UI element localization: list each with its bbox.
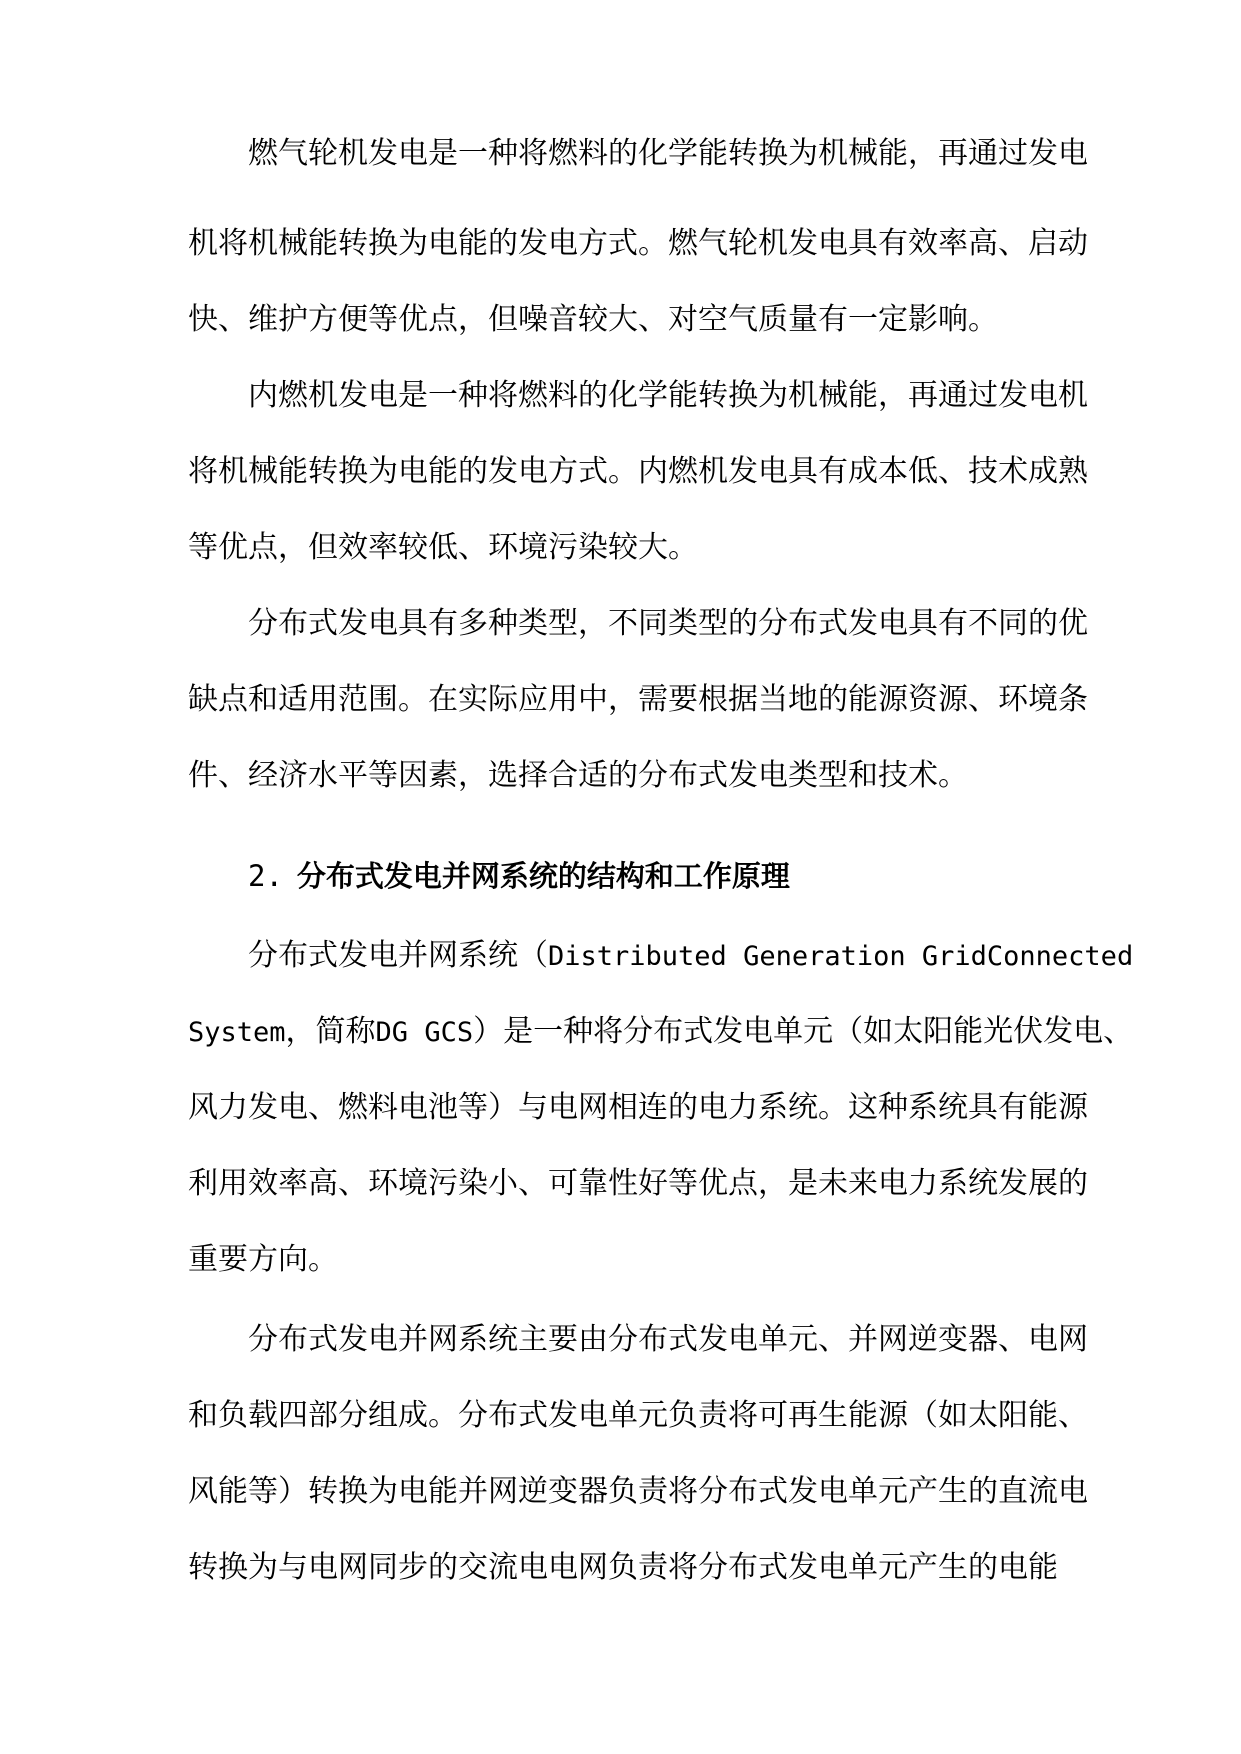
paragraph-4-line-1 (248, 932, 1133, 980)
paragraph-2-line-1: 内燃机发电是一种将燃料的化学能转换为机械能，再通过发电机 (248, 378, 1088, 413)
paragraph-5-line-1: 分布式发电并网系统主要由分布式发电单元、并网逆变器、电网 (248, 1322, 1088, 1357)
section-number: 2. (248, 859, 283, 893)
paragraph-4-line-3: 风力发电、燃料电池等）与电网相连的电力系统。这种系统具有能源 (188, 1090, 1088, 1125)
paragraph-5-line-3: 风能等）转换为电能并网逆变器负责将分布式发电单元产生的直流电 (188, 1474, 1088, 1509)
paragraph-5-line-4: 转换为与电网同步的交流电电网负责将分布式发电单元产生的电能 (188, 1550, 1058, 1585)
paragraph-1-line-2: 机将机械能转换为电能的发电方式。燃气轮机发电具有效率高、启动 (188, 226, 1088, 261)
paragraph-3-line-2: 缺点和适用范围。在实际应用中，需要根据当地的能源资源、环境条 (188, 682, 1088, 717)
paragraph-2-line-2: 将机械能转换为电能的发电方式。内燃机发电具有成本低、技术成熟 (188, 454, 1088, 489)
paragraph-3-line-3: 件、经济水平等因素，选择合适的分布式发电类型和技术。 (188, 758, 968, 793)
paragraph-4-line-2-en: System (188, 1017, 286, 1048)
paragraph-4-line-1-en: Distributed Generation GridConnected (548, 941, 1134, 972)
paragraph-1-line-3: 快、维护方便等优点，但噪音较大、对空气质量有一定影响。 (188, 302, 998, 337)
paragraph-4-line-2-cn: ）是一种将分布式发电单元（如太阳能光伏发电、 (473, 1014, 1134, 1049)
paragraph-4-line-2-mid: ，简称 (285, 1014, 376, 1049)
paragraph-4-line-1-cn: 分布式发电并网系统（ (248, 938, 548, 973)
paragraph-4-line-2-abbr: DG GCS (375, 1017, 474, 1048)
paragraph-2-line-3: 等优点，但效率较低、环境污染较大。 (188, 530, 698, 565)
paragraph-5-line-2: 和负载四部分组成。分布式发电单元负责将可再生能源（如太阳能、 (188, 1398, 1088, 1433)
paragraph-4-line-5: 重要方向。 (188, 1242, 338, 1277)
section-title: 分布式发电并网系统的结构和工作原理 (296, 859, 790, 893)
paragraph-4-line-4: 利用效率高、环境污染小、可靠性好等优点，是未来电力系统发展的 (188, 1166, 1088, 1201)
paragraph-4-line-2 (188, 1008, 1133, 1056)
paragraph-3-line-1: 分布式发电具有多种类型，不同类型的分布式发电具有不同的优 (248, 606, 1088, 641)
section-heading (248, 852, 790, 900)
paragraph-1-line-1: 燃气轮机发电是一种将燃料的化学能转换为机械能，再通过发电 (248, 136, 1088, 171)
